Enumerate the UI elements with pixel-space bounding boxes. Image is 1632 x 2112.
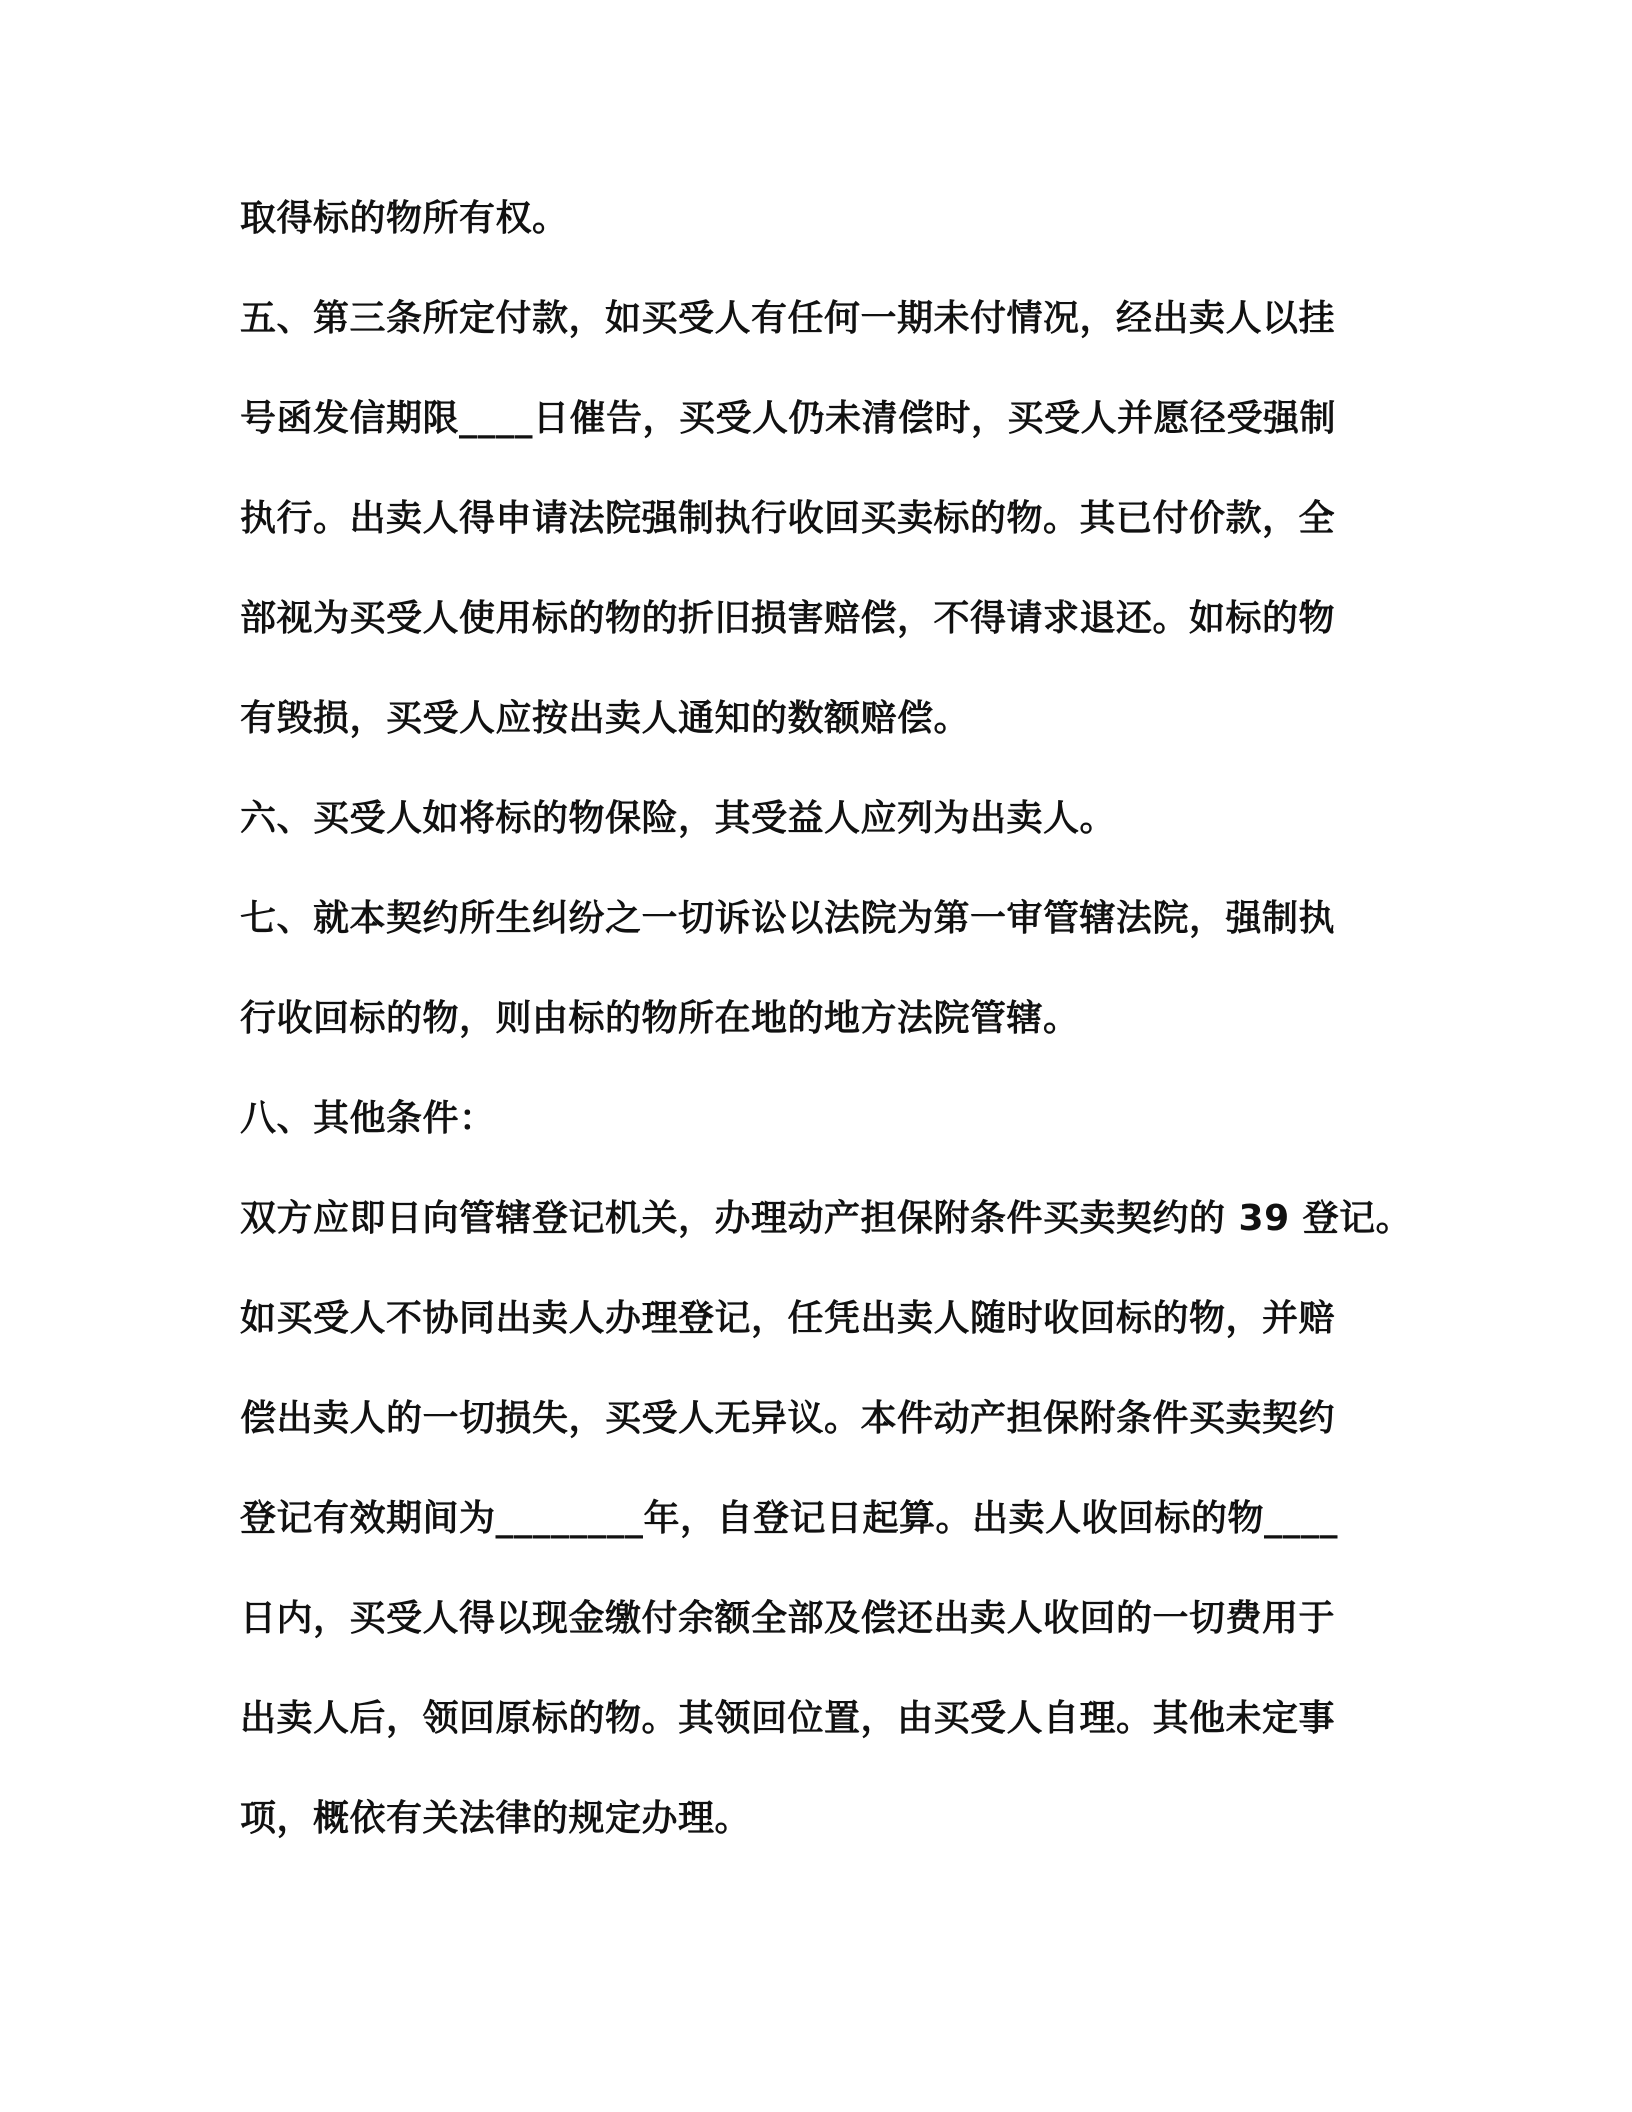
paragraph-line: 偿出卖人的一切损失，买受人无异议。本件动产担保附条件买卖契约 [240,1398,1336,1439]
paragraph-line: 号函发信期限____日催告，买受人仍未清偿时，买受人并愿径受强制 [240,398,1337,439]
paragraph-line: 有毁损，买受人应按出卖人通知的数额赔偿。 [240,698,971,739]
paragraph-line: 行收回标的物，则由标的物所在地的地方法院管辖。 [240,998,1080,1039]
paragraph-line: 登记有效期间为________年，自登记日起算。出卖人收回标的物____ [240,1498,1339,1539]
paragraph-line: 如买受人不协同出卖人办理登记，任凭出卖人随时收回标的物，并赔 [240,1298,1336,1339]
clause-six-line: 六、买受人如将标的物保险，其受益人应列为出卖人。 [240,798,1117,839]
paragraph-line: 执行。出卖人得申请法院强制执行收回买卖标的物。其已付价款，全 [240,498,1336,539]
paragraph-line: 出卖人后，领回原标的物。其领回位置，由买受人自理。其他未定事 [240,1698,1336,1739]
clause-seven-line: 七、就本契约所生纠纷之一切诉讼以法院为第一审管辖法院，强制执 [240,898,1336,939]
paragraph-line: 取得标的物所有权。 [240,198,569,239]
paragraph-line: 双方应即日向管辖登记机关，办理动产担保附条件买卖契约的 39 登记。 [240,1198,1413,1239]
paragraph-line: 项，概依有关法律的规定办理。 [240,1798,752,1839]
paragraph-line: 日内，买受人得以现金缴付余额全部及偿还出卖人收回的一切费用于 [240,1598,1336,1639]
clause-five-line: 五、第三条所定付款，如买受人有任何一期未付情况，经出卖人以挂 [240,298,1336,339]
paragraph-line: 部视为买受人使用标的物的折旧损害赔偿，不得请求退还。如标的物 [240,598,1336,639]
clause-eight-heading: 八、其他条件： [240,1098,496,1139]
